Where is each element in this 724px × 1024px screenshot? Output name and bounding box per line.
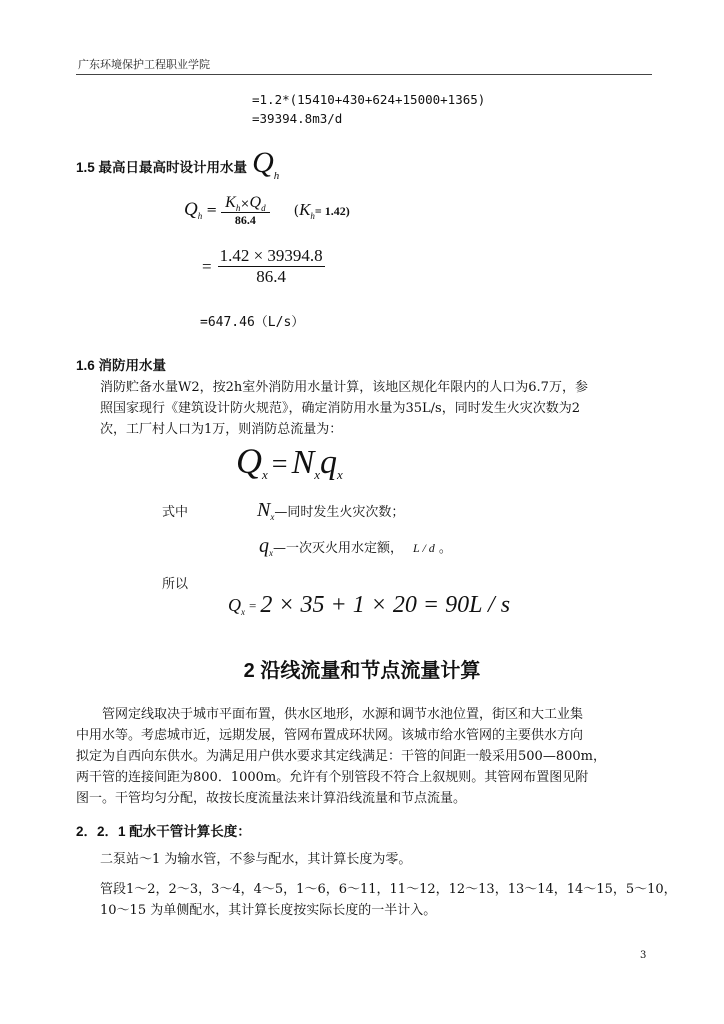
formula-final-sym: Q	[228, 595, 241, 615]
def-qx-unit: L / d	[413, 541, 435, 555]
formula-qh-q-sub: d	[261, 203, 266, 213]
formula-qh-k-sub: h	[235, 203, 241, 213]
formula-final	[228, 592, 510, 619]
heading-1-5-text: 1.5 最高日最高时设计用水量	[76, 160, 248, 175]
formula-final-eq: =	[249, 597, 257, 613]
def-nx	[257, 500, 404, 524]
def-qx-text: —一次灭火用水定额，	[273, 541, 404, 556]
subheading-2-2-1: 2．2．1 配水干管计算长度：	[76, 824, 251, 839]
fire-paragraph-line-2: 照国家现行《建筑设计防火规范》，确定消防用水量为35L/s，同时发生火灾次数为2	[100, 401, 580, 416]
network-paragraph-line-3: 拟定为自西向东供水。为满足用户供水要求其定线满足：干管的间距一般采用500—800m，	[76, 749, 606, 764]
def-qx-sub: x	[269, 548, 273, 558]
formula-qh-cond-k: K	[299, 200, 311, 219]
pump-station-line: 二泵站～1 为输水管，不参与配水，其计算长度为零。	[100, 852, 412, 867]
formula-qh	[184, 192, 350, 228]
formula-qx-q: Q	[236, 441, 262, 481]
def-qx-end: 。	[438, 541, 452, 556]
formula-qx	[236, 440, 343, 482]
page-number: 3	[640, 950, 647, 961]
formula-qx-n-sub: x	[314, 467, 321, 482]
pipe-segments-line-1: 管段1～2，2～3，3～4，4～5，1～6，6～11，11～12，12～13，13～14，14～15，5～10，	[100, 882, 677, 897]
def-nx-sym: N	[257, 499, 271, 521]
formula-qx-qq: q	[320, 444, 338, 481]
def-nx-text: —同时发生火灾次数；	[274, 505, 405, 520]
formula-qh-eq: =	[206, 202, 218, 218]
def-nx-sub: x	[270, 512, 275, 522]
heading-1-6: 1.6 消防用水量	[76, 358, 167, 373]
network-paragraph-line-4: 两干管的连接间距为800．1000m。允许有个别管段不符合上叙规则。其管网布置图见附	[76, 770, 589, 785]
formula-qh-cond-open: (	[293, 203, 300, 219]
header-rule	[76, 74, 652, 75]
heading-1-5-symbol-sub: h	[273, 170, 280, 182]
fire-paragraph	[100, 377, 588, 440]
formula-qh-step2	[202, 246, 325, 287]
formula-qh-cond-val: = 1.42)	[314, 204, 350, 218]
formula-qh-q: Q	[249, 194, 262, 211]
formula-final-expr: 2 × 35 + 1 × 20 = 90L / s	[260, 592, 511, 618]
where-label: 式中	[162, 505, 189, 520]
formula-qh-den: 86.4	[234, 213, 256, 227]
formula-qh-fraction	[221, 192, 269, 228]
section-2-title: 2 沿线流量和节点流量计算	[243, 660, 481, 682]
formula-qx-q-sub: x	[262, 467, 268, 482]
formula-qh-condition	[294, 200, 350, 220]
calc-line-2: =39394.8m3/d	[252, 111, 343, 126]
def-qx	[259, 536, 452, 560]
fire-paragraph-line-3: 次，工厂村人口为1万，则消防总流量为：	[100, 422, 343, 437]
formula-qh-cond-sub: h	[310, 211, 315, 221]
formula-qh-lhs: Q	[184, 199, 198, 220]
formula-step2-den: 86.4	[256, 267, 287, 286]
network-paragraph-line-5: 图一。干管均匀分配，故按长度流量法来计算沿线流量和节点流量。	[76, 791, 467, 806]
network-paragraph-line-1: 管网定线取决于城市平面布置，供水区地形，水源和调节水池位置，街区和大工业集	[102, 707, 584, 722]
qh-result: =647.46（L/s）	[200, 315, 305, 330]
formula-step2-fraction	[218, 246, 325, 287]
therefore-label: 所以	[162, 577, 189, 592]
network-paragraph	[76, 704, 606, 809]
formula-qh-lhs-sub: h	[197, 211, 203, 221]
pipe-segments-line-2: 10～15 为单侧配水，其计算长度按实际长度的一半计入。	[100, 903, 437, 918]
formula-qx-eq: =	[271, 449, 288, 480]
calc-line-1: =1.2*(15410+430+624+15000+1365)	[252, 92, 486, 107]
page-header: 广东环境保护工程职业学院	[78, 58, 210, 71]
def-qx-sym: q	[259, 535, 269, 557]
formula-final-sub: x	[241, 607, 245, 617]
heading-1-5-symbol: Q	[252, 146, 274, 179]
fire-paragraph-line-1: 消防贮备水量W2，按2h室外消防用水量计算，该地区规化年限内的人口为6.7万，参	[100, 380, 588, 395]
heading-1-5	[76, 146, 279, 180]
formula-step2-num: 1.42 × 39394.8	[219, 246, 323, 265]
formula-qx-n: N	[291, 444, 315, 481]
network-paragraph-line-2: 中用水等。考虑城市近，远期发展，管网布置成环状网。该城市给水管网的主要供水方向	[76, 728, 584, 743]
formula-step2-eq: =	[202, 256, 212, 276]
formula-qh-times: ×	[240, 197, 250, 210]
formula-qh-k: K	[225, 194, 236, 211]
formula-qx-qq-sub: x	[337, 467, 343, 482]
